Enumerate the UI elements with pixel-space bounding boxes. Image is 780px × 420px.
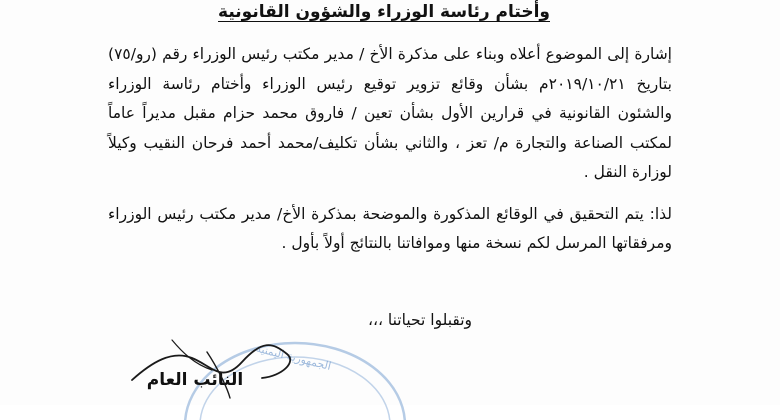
signatory-title: النائب العام — [146, 370, 244, 390]
body-line: تكليف/محمد أحمد فرحان النقيب وكيلاً لوزارة النقل . — [108, 133, 672, 181]
body-line: مقبل مديراً عاماً لمكتب الصناعة والتجارة م/ تعز ، والثاني بشأن — [108, 104, 672, 152]
subject-line: وأختام رئاسة الوزراء والشؤون القانونية — [218, 2, 550, 22]
closing-greeting: وتقبلوا تحياتنا ،،، — [367, 311, 473, 329]
paragraph-instruction — [108, 200, 672, 259]
handwritten-signature — [112, 332, 312, 402]
letter-body — [108, 40, 672, 259]
paragraph-reference — [108, 40, 672, 188]
body-line: بأول . — [281, 234, 320, 252]
stamp-text: الجمهورية اليمنية — [254, 341, 333, 373]
body-line: رئاسة الوزراء والشئون القانونية في قرارين الأول بشأن تعين / فاروق محمد حزام — [108, 74, 672, 122]
body-line: مكتب رئيس الوزراء ومرفقاتها المرسل لكم نسخة منها وموافاتنا بالنتائج أولاً — [108, 204, 672, 252]
body-line: إشارة إلى الموضوع أعلاه وبناء على مذكرة الأخ / مدير مكتب رئيس الوزراء — [192, 45, 672, 63]
body-line: لذا: يتم التحقيق في الوقائع المذكورة والموضحة بمذكرة الأخ/ مدير — [241, 204, 672, 223]
body-line: رقم (رو/٧٥) بتاريخ ٢٠١٩/١٠/٢١م بشأن وقائع تزوير توقيع رئيس الوزراء وأختام — [108, 45, 672, 93]
